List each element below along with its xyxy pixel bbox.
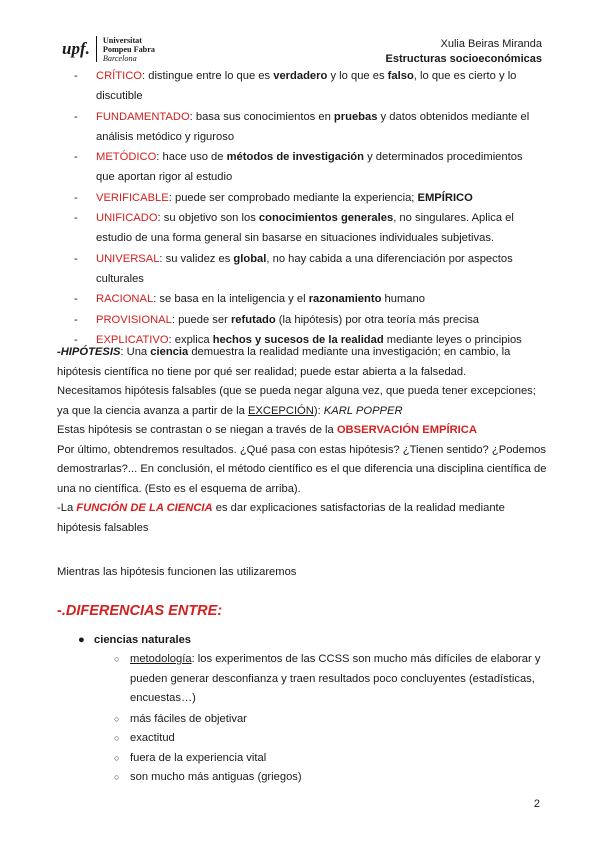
- logo-wordmark: Universitat Pompeu Fabra Barcelona: [102, 35, 155, 63]
- section-heading: -.DIFERENCIAS ENTRE:: [57, 603, 223, 619]
- list-item: - UNIFICADO: su objetivo son los conocimientos generales, no singulares. Aplica el estudio de una forma general sin basarse en situaciones individuales subjetivas.: [74, 208, 544, 249]
- dash-bullet: -: [74, 313, 78, 326]
- dash-bullet: -: [74, 252, 78, 265]
- closing-paragraph: Mientras las hipótesis funcionen las utilizaremos: [57, 566, 297, 578]
- upf-logo-mark: upf.: [62, 36, 97, 62]
- list-item: - RACIONAL: se basa en la inteligencia y el razonamiento humano: [74, 289, 544, 309]
- dash-bullet: -: [74, 191, 78, 204]
- page-number: 2: [533, 798, 540, 810]
- circle-bullet-icon: ○: [114, 733, 120, 743]
- circle-bullet-icon: ○: [114, 772, 120, 782]
- dash-bullet: -: [74, 151, 78, 164]
- list-item: - CRÍTICO: distingue entre lo que es verdadero y lo que es falso, lo que es cierto y lo discutible: [74, 66, 544, 107]
- circle-bullet-icon: ○: [114, 654, 120, 664]
- sublist: [114, 650, 544, 788]
- list-item: - EXPLICATIVO: explica hechos y sucesos de la realidad mediante leyes o principios: [74, 330, 544, 350]
- list-item: - METÓDICO: hace uso de métodos de investigación y determinados procedimientos que aportan rigor al estudio: [74, 147, 544, 188]
- circle-bullet-icon: ○: [114, 752, 120, 763]
- list-item: ○ metodología: los experimentos de las CCSS son mucho más difíciles de elaborar y pueden generar desconfianza y traen resultados poco concluyentes (estadísticas, encuestas…): [114, 650, 544, 709]
- list-item: - VERIFICABLE: puede ser comprobado mediante la experiencia; EMPÍRICO: [74, 188, 544, 208]
- circle-bullet-icon: ○: [114, 713, 120, 724]
- bullet-icon: ●: [78, 634, 85, 646]
- list-item: - FUNDAMENTADO: basa sus conocimientos en pruebas y datos obtenidos mediante el análisis metódico y riguroso: [74, 107, 544, 148]
- list-item: ○ exactitud: [114, 729, 544, 749]
- dash-bullet: -: [74, 333, 78, 346]
- list-item: - UNIVERSAL: su validez es global, no hay cabida a una diferenciación por aspectos culturales: [74, 249, 544, 290]
- list-item: ○ son mucho más antiguas (griegos): [114, 768, 544, 788]
- author-name: Xulia Beiras Miranda: [440, 38, 542, 50]
- dash-bullet: -: [74, 70, 78, 82]
- university-logo: [62, 30, 155, 68]
- characteristics-list: [74, 66, 544, 350]
- dash-bullet: -: [74, 110, 78, 123]
- list-item: ○ más fáciles de objetivar: [114, 710, 544, 730]
- dash-bullet: -: [74, 212, 78, 225]
- hipotesis-paragraph: -HIPÓTESIS: Una ciencia demuestra la realidad mediante una investigación; en cambio, la hipótesis científica no tiene por qué ser realidad; puede estar abierta a la falsedad. Necesitamos hipótesis falsables (que se pueda negar alguna vez, que pueda tener excepciones; ya que la ciencia avanza a partir de la EXCEPCIÓN): KARL POPPER Estas hipótesis se contrastan o se niegan a través de la OBSERVACIÓN EMPÍRICA Por último, obtendremos resultados. ¿Qué pasa con estas hipótesis? ¿Tienen sentido? ¿Podemos demostrarlas?... En conclusión, el método científico es el que diferencia una disciplina científica de una no científica. (Esto es el esquema de arriba). -La FUNCIÓN DE LA CIENCIA es dar explicaciones satisfactorias de la realidad mediante hipótesis falsables: [57, 346, 547, 534]
- list-item: ○ fuera de la experiencia vital: [114, 749, 544, 769]
- dash-bullet: -: [74, 293, 78, 306]
- course-title: Estructuras socioeconómicas: [385, 53, 542, 65]
- list-item: - PROVISIONAL: puede ser refutado (la hipótesis) por otra teoría más precisa: [74, 310, 544, 330]
